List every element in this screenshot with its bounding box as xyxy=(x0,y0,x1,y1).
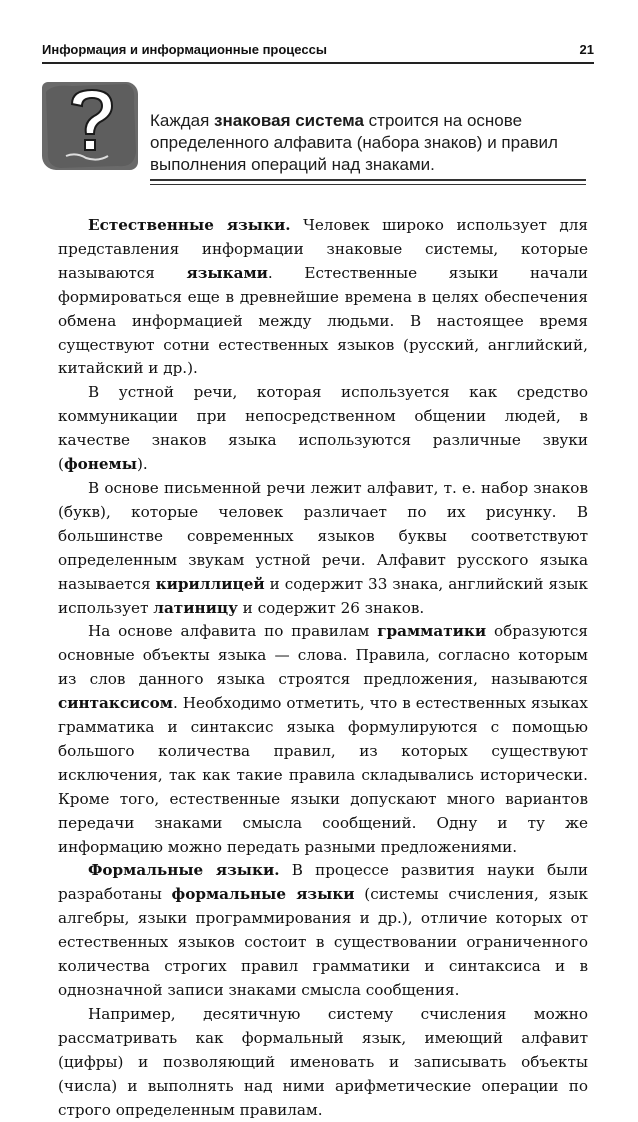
body-text xyxy=(58,214,588,1122)
paragraph xyxy=(58,859,588,1002)
paragraph xyxy=(58,477,588,620)
header-rule xyxy=(42,62,594,64)
running-head-title: Информация и информационные процессы xyxy=(42,42,327,57)
bold-term: Естественные языки. xyxy=(88,216,291,234)
text-run: Например, десятичную систему счисления можно рассматривать как формальный язык, имеющий алфавит (цифры) и позволяющий именовать и записывать объекты (числа) и выполнять над ними арифметические операции по строго определенным правилам. xyxy=(58,1004,588,1119)
text-run: и содержит 26 знаков. xyxy=(237,598,425,617)
text-run: В основе письменной речи лежит алфавит, т. е. набор знаков (букв), которые человек различает по их рисунку. В большинстве современных языков буквы соответствуют определенным звукам устной речи. Алфавит русского языка называется xyxy=(58,478,588,593)
text-run: В устной речи, которая используется как средство коммуникации при непосредственном общении людей, в качестве знаков языка используются различные звуки ( xyxy=(58,383,588,474)
page-number: 21 xyxy=(579,42,594,57)
paragraph xyxy=(58,381,588,477)
text-run: (системы счисления, язык алгебры, языки программирования и др.), отличие которых от естественных языков состоит в существовании ограниченного количества строгих правил грамматики и синтаксиса и в однозначной записи знаками смысла сообщения. xyxy=(58,885,588,999)
bold-term: кириллицей xyxy=(155,574,265,593)
paragraph xyxy=(58,214,588,381)
text-run: В процессе развития науки были разработаны xyxy=(58,861,588,904)
callout-bold-term: знаковая система xyxy=(214,111,364,130)
bold-term: Формальные языки. xyxy=(88,861,280,880)
paragraph xyxy=(58,1003,588,1122)
exclamation-mark-icon xyxy=(42,82,138,170)
callout-text-after: строится на основе определенного алфавита (набора знаков) и правил выполнения операций над знаками. xyxy=(150,111,558,174)
bold-term: фонемы xyxy=(63,455,137,474)
callout-rule-thick xyxy=(150,179,586,181)
bold-term: языками xyxy=(186,263,268,282)
bold-term: синтаксисом xyxy=(58,694,173,713)
text-run: и содержит 33 знака, английский язык использует xyxy=(58,574,589,617)
callout-rule-thin xyxy=(150,184,586,185)
text-run: Человек широко использует для представления информации знаковые системы, которые называются xyxy=(58,216,588,282)
text-run: ). xyxy=(136,455,148,474)
bold-term: грамматики xyxy=(377,622,487,641)
text-run: На основе алфавита по правилам xyxy=(88,622,378,641)
text-run: образуются основные объекты языка — слова. Правила, согласно которым из слов данного языка строятся предложения, называются xyxy=(58,622,588,689)
bold-term: формальные языки xyxy=(171,885,355,904)
callout-text-before: Каждая xyxy=(150,111,215,130)
text-run: . Естественные языки начали формироваться еще в древнейшие времена в целях обеспечения обмена информацией между людьми. В настоящее время существуют сотни естественных языков (русский, английский, китайский и др.). xyxy=(58,263,588,378)
callout-text xyxy=(150,110,586,176)
bold-term: латиницу xyxy=(153,598,238,617)
paragraph xyxy=(58,620,588,859)
text-run: . Необходимо отметить, что в естественных языках грамматика и синтаксис языка формулируются с помощью большого количества правил, из которых существуют исключения, так как такие правила складывались исторически. Кроме того, естественные языки допускают много вариантов передачи знаками смысла сообщений. Одну и ту же информацию можно передать разными предложениями. xyxy=(58,694,588,856)
